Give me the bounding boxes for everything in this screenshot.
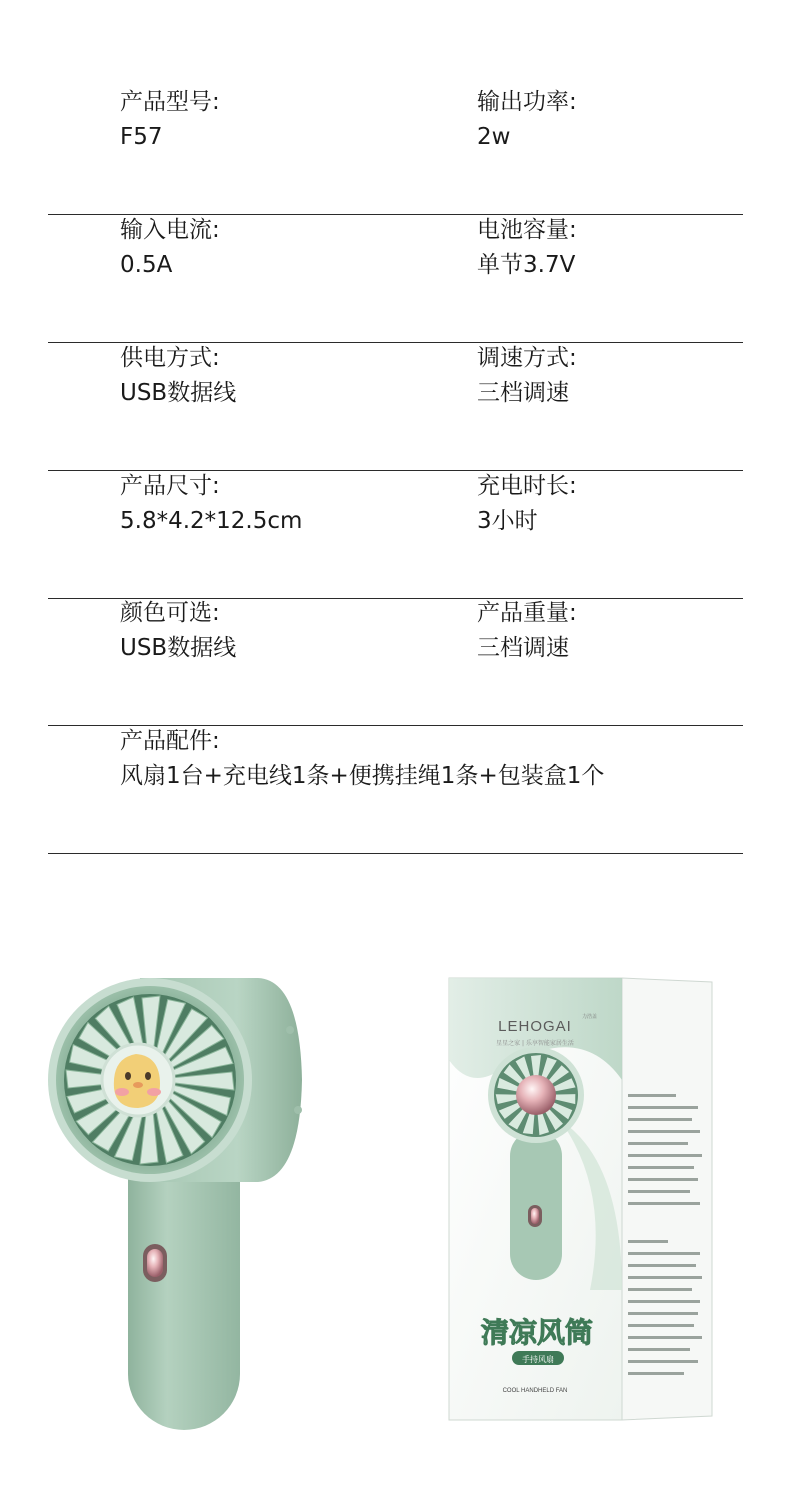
spec-value: 3小时 <box>477 508 538 534</box>
spec-label: 产品重量: <box>477 600 577 626</box>
spec-row <box>48 214 743 343</box>
brand-logo: LEHOGAI <box>498 1018 572 1035</box>
spec-value: 2w <box>477 124 511 150</box>
spec-label: 产品型号: <box>120 89 220 115</box>
spec-value: USB数据线 <box>120 635 237 661</box>
package-english: COOL HANDHELD FAN <box>502 1388 568 1394</box>
spec-label: 调速方式: <box>477 345 577 371</box>
spec-row <box>48 470 743 599</box>
package-box-image <box>449 978 712 1420</box>
spec-value: 单节3.7V <box>477 252 576 278</box>
brand-mark: 力浩盖 <box>582 1014 598 1020</box>
spec-row-accessories <box>48 725 743 854</box>
spec-row <box>48 597 743 726</box>
spec-row <box>48 86 743 215</box>
spec-value: F57 <box>120 124 163 150</box>
package-subtitle: 手持风扇 <box>522 1355 554 1364</box>
spec-label: 输入电流: <box>120 217 220 243</box>
package-title: 清凉风筒 <box>480 1316 594 1349</box>
spec-label: 供电方式: <box>120 345 220 371</box>
spec-row <box>48 342 743 471</box>
spec-value: 0.5A <box>120 252 173 278</box>
spec-value: 风扇1台+充电线1条+便携挂绳1条+包装盒1个 <box>120 763 605 789</box>
spec-label: 产品尺寸: <box>120 473 220 499</box>
spec-label: 颜色可选: <box>120 600 220 626</box>
spec-value: 三档调速 <box>477 380 569 406</box>
spec-label: 充电时长: <box>477 473 577 499</box>
spec-value: 三档调速 <box>477 635 569 661</box>
product-illustration <box>0 960 790 1440</box>
brand-tagline: 星星之家 | 乐享智能家居生活 <box>496 1040 574 1047</box>
handheld-fan-image <box>48 978 302 1430</box>
product-images <box>0 960 790 1440</box>
spec-value: 5.8*4.2*12.5cm <box>120 508 303 534</box>
spec-label: 产品配件: <box>120 728 220 754</box>
spec-label: 输出功率: <box>477 89 577 115</box>
spec-label: 电池容量: <box>477 217 577 243</box>
spec-value: USB数据线 <box>120 380 237 406</box>
